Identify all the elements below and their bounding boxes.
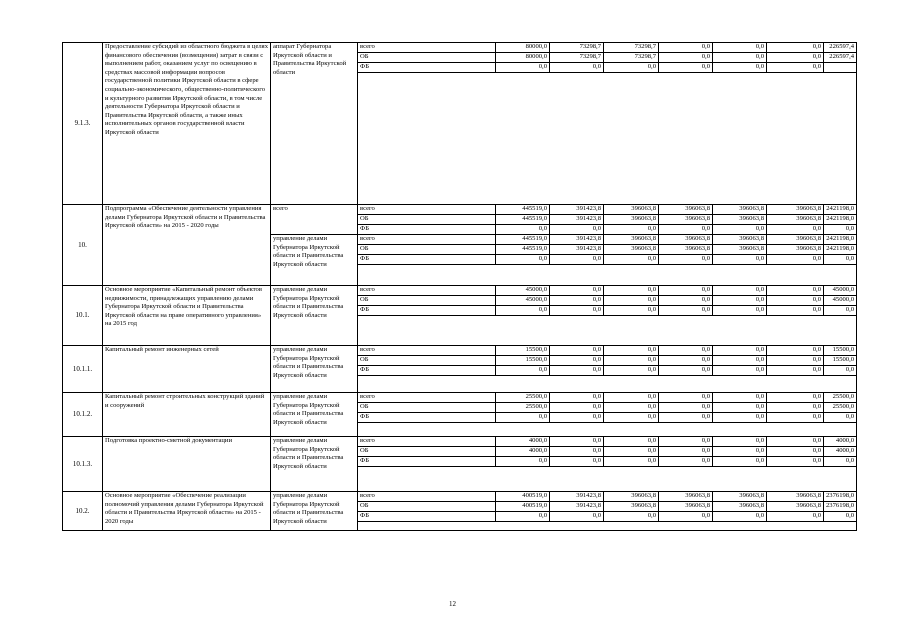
funding-type: всего bbox=[358, 286, 496, 296]
value-cell: 0,0 bbox=[659, 457, 713, 467]
value-cell bbox=[824, 63, 857, 73]
row-index: 9.1.3. bbox=[63, 43, 103, 205]
value-cell: 396063,8 bbox=[604, 492, 659, 502]
funding-type: всего bbox=[358, 437, 496, 447]
value-cell: 391423,8 bbox=[550, 492, 604, 502]
value-cell: 0,0 bbox=[496, 457, 550, 467]
value-cell: 2421198,0 bbox=[824, 245, 857, 255]
value-cell: 396063,8 bbox=[604, 205, 659, 215]
row-executor: управление делами Губернатора Иркутской области и Правительства Иркутской области bbox=[271, 346, 358, 393]
value-cell: 226597,4 bbox=[824, 43, 857, 53]
value-cell: 0,0 bbox=[659, 43, 713, 53]
value-cell: 0,0 bbox=[767, 447, 824, 457]
funding-type: ФБ bbox=[358, 366, 496, 376]
value-cell: 15500,0 bbox=[496, 346, 550, 356]
value-cell: 0,0 bbox=[713, 225, 767, 235]
value-cell: 0,0 bbox=[767, 53, 824, 63]
funding-type: всего bbox=[358, 346, 496, 356]
value-cell: 0,0 bbox=[659, 512, 713, 522]
funding-type: ФБ bbox=[358, 512, 496, 522]
value-cell: 0,0 bbox=[713, 393, 767, 403]
funding-type: ОБ bbox=[358, 447, 496, 457]
value-cell: 0,0 bbox=[659, 356, 713, 366]
value-cell: 25500,0 bbox=[496, 393, 550, 403]
value-cell: 45000,0 bbox=[496, 296, 550, 306]
value-cell: 0,0 bbox=[767, 403, 824, 413]
value-cell: 73298,7 bbox=[604, 53, 659, 63]
value-cell: 0,0 bbox=[767, 366, 824, 376]
funding-type: всего bbox=[358, 43, 496, 53]
value-cell: 25500,0 bbox=[496, 403, 550, 413]
value-cell: 396063,8 bbox=[604, 502, 659, 512]
value-cell: 396063,8 bbox=[713, 215, 767, 225]
value-cell: 0,0 bbox=[659, 403, 713, 413]
spacer-cell bbox=[358, 423, 857, 437]
value-cell: 2421198,0 bbox=[824, 215, 857, 225]
value-cell: 0,0 bbox=[713, 447, 767, 457]
funding-type: ФБ bbox=[358, 255, 496, 265]
funding-type: ФБ bbox=[358, 457, 496, 467]
value-cell: 0,0 bbox=[550, 403, 604, 413]
value-cell: 2421198,0 bbox=[824, 205, 857, 215]
value-cell: 0,0 bbox=[824, 255, 857, 265]
value-cell: 0,0 bbox=[659, 393, 713, 403]
value-cell: 0,0 bbox=[767, 296, 824, 306]
row-executor: управление делами Губернатора Иркутской области и Правительства Иркутской области bbox=[271, 393, 358, 437]
funding-type: ОБ bbox=[358, 502, 496, 512]
value-cell: 0,0 bbox=[604, 457, 659, 467]
value-cell: 396063,8 bbox=[713, 492, 767, 502]
value-cell: 0,0 bbox=[713, 403, 767, 413]
row-index: 10.2. bbox=[63, 492, 103, 531]
value-cell: 0,0 bbox=[659, 437, 713, 447]
value-cell: 0,0 bbox=[604, 63, 659, 73]
value-cell: 2421198,0 bbox=[824, 235, 857, 245]
value-cell: 445519,0 bbox=[496, 235, 550, 245]
spacer-cell bbox=[358, 522, 857, 531]
value-cell: 0,0 bbox=[659, 255, 713, 265]
value-cell: 396063,8 bbox=[604, 215, 659, 225]
value-cell: 0,0 bbox=[496, 225, 550, 235]
value-cell: 445519,0 bbox=[496, 245, 550, 255]
row-name: Предоставление субсидий из областного бюджета в целях финансового обеспечения (возмещения) затрат в связи с выполнением работ, оказанием услуг по освещению в средствах массовой информации вопросов государственной политики Иркутской области в сфере социально-экономического, общественно-политического и культурного развития Иркутской области, в том числе деятельности Губернатора Иркутской области и Правительства Иркутской области, а также иных исполнительных органов государственной власти Иркутской области bbox=[103, 43, 271, 205]
value-cell: 0,0 bbox=[767, 512, 824, 522]
value-cell: 45000,0 bbox=[496, 286, 550, 296]
value-cell: 391423,8 bbox=[550, 215, 604, 225]
value-cell: 80000,0 bbox=[496, 43, 550, 53]
value-cell: 0,0 bbox=[550, 356, 604, 366]
value-cell: 396063,8 bbox=[659, 492, 713, 502]
value-cell: 0,0 bbox=[659, 63, 713, 73]
value-cell: 0,0 bbox=[767, 286, 824, 296]
funding-type: ОБ bbox=[358, 296, 496, 306]
table-row bbox=[63, 437, 857, 447]
value-cell: 396063,8 bbox=[767, 245, 824, 255]
value-cell: 0,0 bbox=[713, 296, 767, 306]
value-cell: 0,0 bbox=[713, 413, 767, 423]
value-cell: 0,0 bbox=[604, 403, 659, 413]
value-cell: 4000,0 bbox=[496, 437, 550, 447]
value-cell: 0,0 bbox=[659, 366, 713, 376]
value-cell: 391423,8 bbox=[550, 205, 604, 215]
value-cell: 0,0 bbox=[713, 346, 767, 356]
value-cell: 0,0 bbox=[604, 356, 659, 366]
value-cell: 0,0 bbox=[659, 413, 713, 423]
table-row bbox=[63, 205, 857, 215]
value-cell: 0,0 bbox=[713, 43, 767, 53]
table-row bbox=[63, 286, 857, 296]
row-name: Капитальный ремонт инженерных сетей bbox=[103, 346, 271, 393]
table-row bbox=[63, 43, 857, 53]
value-cell: 445519,0 bbox=[496, 205, 550, 215]
funding-type: ОБ bbox=[358, 403, 496, 413]
value-cell: 0,0 bbox=[550, 286, 604, 296]
value-cell: 0,0 bbox=[767, 457, 824, 467]
value-cell: 0,0 bbox=[767, 43, 824, 53]
value-cell: 396063,8 bbox=[767, 215, 824, 225]
spacer-cell bbox=[358, 316, 857, 346]
value-cell: 396063,8 bbox=[767, 502, 824, 512]
value-cell: 0,0 bbox=[713, 255, 767, 265]
value-cell: 0,0 bbox=[604, 413, 659, 423]
value-cell: 396063,8 bbox=[604, 245, 659, 255]
value-cell: 0,0 bbox=[604, 296, 659, 306]
spacer-cell bbox=[358, 467, 857, 492]
value-cell: 396063,8 bbox=[713, 205, 767, 215]
row-executor: управление делами Губернатора Иркутской области и Правительства Иркутской области bbox=[271, 437, 358, 492]
value-cell: 0,0 bbox=[604, 286, 659, 296]
value-cell: 0,0 bbox=[550, 413, 604, 423]
value-cell: 0,0 bbox=[496, 63, 550, 73]
value-cell: 0,0 bbox=[767, 225, 824, 235]
row-index: 10.1.1. bbox=[63, 346, 103, 393]
funding-type: ОБ bbox=[358, 245, 496, 255]
value-cell: 2376198,0 bbox=[824, 502, 857, 512]
value-cell: 0,0 bbox=[659, 53, 713, 63]
page-number: 12 bbox=[449, 600, 456, 608]
value-cell: 0,0 bbox=[824, 366, 857, 376]
value-cell: 0,0 bbox=[767, 346, 824, 356]
value-cell: 0,0 bbox=[496, 512, 550, 522]
funding-type: ФБ bbox=[358, 225, 496, 235]
value-cell: 0,0 bbox=[824, 512, 857, 522]
value-cell: 0,0 bbox=[604, 393, 659, 403]
value-cell: 0,0 bbox=[659, 346, 713, 356]
value-cell: 0,0 bbox=[604, 447, 659, 457]
value-cell: 0,0 bbox=[824, 457, 857, 467]
funding-type: всего bbox=[358, 235, 496, 245]
value-cell: 391423,8 bbox=[550, 502, 604, 512]
value-cell: 0,0 bbox=[604, 225, 659, 235]
value-cell: 396063,8 bbox=[767, 492, 824, 502]
value-cell: 0,0 bbox=[604, 437, 659, 447]
value-cell: 396063,8 bbox=[713, 245, 767, 255]
table-row bbox=[63, 393, 857, 403]
value-cell: 4000,0 bbox=[824, 447, 857, 457]
value-cell: 15500,0 bbox=[824, 356, 857, 366]
value-cell: 396063,8 bbox=[659, 215, 713, 225]
row-index: 10.1. bbox=[63, 286, 103, 346]
value-cell: 0,0 bbox=[604, 346, 659, 356]
value-cell: 0,0 bbox=[767, 413, 824, 423]
value-cell: 391423,8 bbox=[550, 235, 604, 245]
value-cell: 0,0 bbox=[824, 225, 857, 235]
row-executor: управление делами Губернатора Иркутской области и Правительства Иркутской области bbox=[271, 492, 358, 531]
value-cell: 0,0 bbox=[604, 512, 659, 522]
value-cell: 4000,0 bbox=[824, 437, 857, 447]
value-cell: 0,0 bbox=[550, 437, 604, 447]
value-cell: 73298,7 bbox=[550, 43, 604, 53]
value-cell: 0,0 bbox=[550, 512, 604, 522]
value-cell: 0,0 bbox=[713, 63, 767, 73]
value-cell: 0,0 bbox=[496, 366, 550, 376]
value-cell: 400519,0 bbox=[496, 492, 550, 502]
value-cell: 0,0 bbox=[604, 255, 659, 265]
table-row bbox=[63, 492, 857, 502]
value-cell: 0,0 bbox=[496, 413, 550, 423]
row-index: 10.1.2. bbox=[63, 393, 103, 437]
row-name: Подготовка проектно-сметной документации bbox=[103, 437, 271, 492]
value-cell: 0,0 bbox=[604, 306, 659, 316]
funding-type: ОБ bbox=[358, 215, 496, 225]
value-cell: 445519,0 bbox=[496, 215, 550, 225]
value-cell: 396063,8 bbox=[659, 205, 713, 215]
value-cell: 0,0 bbox=[550, 225, 604, 235]
value-cell: 0,0 bbox=[496, 306, 550, 316]
value-cell: 0,0 bbox=[713, 512, 767, 522]
row-name: Основное мероприятие «Капитальный ремонт объектов недвижимости, принадлежащих управлению делами Губернатора Иркутской области и Правительства Иркутской области на праве оперативного управления» на 2015 год bbox=[103, 286, 271, 346]
value-cell: 396063,8 bbox=[659, 502, 713, 512]
value-cell: 396063,8 bbox=[767, 205, 824, 215]
value-cell: 0,0 bbox=[767, 63, 824, 73]
spacer-cell bbox=[358, 376, 857, 393]
value-cell: 0,0 bbox=[659, 306, 713, 316]
table-row bbox=[63, 346, 857, 356]
value-cell: 0,0 bbox=[767, 255, 824, 265]
funding-type: ОБ bbox=[358, 356, 496, 366]
value-cell: 45000,0 bbox=[824, 296, 857, 306]
value-cell: 396063,8 bbox=[659, 245, 713, 255]
value-cell: 0,0 bbox=[713, 286, 767, 296]
funding-type: всего bbox=[358, 492, 496, 502]
spacer-cell bbox=[358, 73, 857, 205]
funding-type: ФБ bbox=[358, 63, 496, 73]
value-cell: 0,0 bbox=[713, 53, 767, 63]
value-cell: 396063,8 bbox=[713, 502, 767, 512]
value-cell: 0,0 bbox=[550, 457, 604, 467]
value-cell: 73298,7 bbox=[550, 53, 604, 63]
value-cell: 396063,8 bbox=[659, 235, 713, 245]
row-executor: управление делами Губернатора Иркутской области и Правительства Иркутской области bbox=[271, 286, 358, 346]
value-cell: 0,0 bbox=[496, 255, 550, 265]
value-cell: 0,0 bbox=[824, 306, 857, 316]
value-cell: 25500,0 bbox=[824, 403, 857, 413]
value-cell: 0,0 bbox=[713, 437, 767, 447]
value-cell: 396063,8 bbox=[713, 235, 767, 245]
value-cell: 0,0 bbox=[659, 225, 713, 235]
funding-type: ФБ bbox=[358, 306, 496, 316]
row-executor-secondary: управление делами Губернатора Иркутской области и Правительства Иркутской области bbox=[271, 235, 358, 286]
value-cell: 391423,8 bbox=[550, 245, 604, 255]
funding-type: всего bbox=[358, 205, 496, 215]
value-cell: 0,0 bbox=[550, 393, 604, 403]
value-cell: 0,0 bbox=[824, 413, 857, 423]
funding-type: ОБ bbox=[358, 53, 496, 63]
budget-table bbox=[62, 42, 857, 531]
value-cell: 45000,0 bbox=[824, 286, 857, 296]
value-cell: 0,0 bbox=[604, 366, 659, 376]
value-cell: 396063,8 bbox=[604, 235, 659, 245]
funding-type: ФБ bbox=[358, 413, 496, 423]
funding-type: всего bbox=[358, 393, 496, 403]
value-cell: 0,0 bbox=[659, 296, 713, 306]
value-cell: 0,0 bbox=[550, 63, 604, 73]
value-cell: 15500,0 bbox=[496, 356, 550, 366]
value-cell: 2376198,0 bbox=[824, 492, 857, 502]
row-index: 10.1.3. bbox=[63, 437, 103, 492]
value-cell: 0,0 bbox=[659, 447, 713, 457]
value-cell: 0,0 bbox=[659, 286, 713, 296]
value-cell: 0,0 bbox=[713, 457, 767, 467]
spacer-cell bbox=[358, 265, 857, 286]
value-cell: 0,0 bbox=[550, 447, 604, 457]
value-cell: 0,0 bbox=[550, 346, 604, 356]
value-cell: 80000,0 bbox=[496, 53, 550, 63]
value-cell: 0,0 bbox=[767, 356, 824, 366]
value-cell: 0,0 bbox=[713, 356, 767, 366]
value-cell: 0,0 bbox=[550, 306, 604, 316]
value-cell: 4000,0 bbox=[496, 447, 550, 457]
value-cell: 15500,0 bbox=[824, 346, 857, 356]
row-executor: аппарат Губернатора Иркутской области и Правительства Иркутской области bbox=[271, 43, 358, 205]
value-cell: 0,0 bbox=[550, 366, 604, 376]
value-cell: 25500,0 bbox=[824, 393, 857, 403]
value-cell: 0,0 bbox=[767, 437, 824, 447]
row-index: 10. bbox=[63, 205, 103, 286]
value-cell: 0,0 bbox=[713, 366, 767, 376]
value-cell: 0,0 bbox=[550, 296, 604, 306]
value-cell: 0,0 bbox=[767, 306, 824, 316]
row-name: Капитальный ремонт строительных конструкций зданий и сооружений bbox=[103, 393, 271, 437]
value-cell: 226597,4 bbox=[824, 53, 857, 63]
row-executor: всего bbox=[271, 205, 358, 235]
value-cell: 400519,0 bbox=[496, 502, 550, 512]
value-cell: 73298,7 bbox=[604, 43, 659, 53]
row-name: Основное мероприятие «Обеспечение реализации полномочий управления делами Губернатора Иркутской области и Правительства Иркутской области» на 2015 - 2020 годы bbox=[103, 492, 271, 531]
value-cell: 0,0 bbox=[550, 255, 604, 265]
value-cell: 0,0 bbox=[767, 393, 824, 403]
row-name: Подпрограмма «Обеспечение деятельности управления делами Губернатора Иркутской области и Правительства Иркутской области» на 2015 - 2020 годы bbox=[103, 205, 271, 286]
value-cell: 0,0 bbox=[713, 306, 767, 316]
value-cell: 396063,8 bbox=[767, 235, 824, 245]
